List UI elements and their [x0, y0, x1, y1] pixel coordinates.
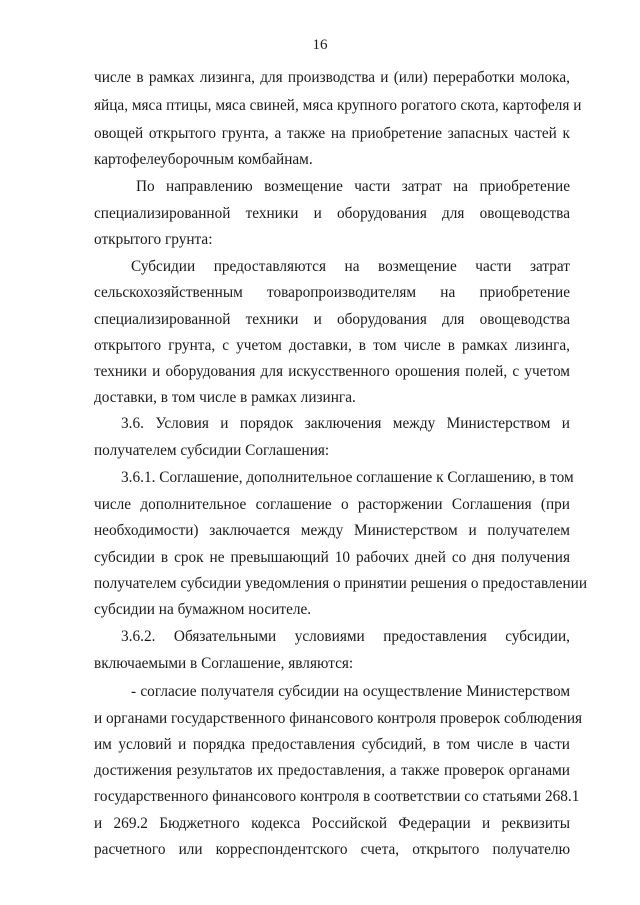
text-line: 3.6.2. Обязательными условиями предоставления субсидии,	[121, 628, 570, 645]
page-number: 16	[312, 37, 328, 53]
text-line: картофелеуборочным комбайнам.	[94, 151, 313, 168]
text-line: числе в рамках лизинга, для производства и (или) переработки молока,	[94, 69, 570, 86]
text-line: доставки, в том числе в рамках лизинга.	[94, 389, 356, 406]
text-line: и 269.2 Бюджетного кодекса Российской Федерации и реквизиты	[94, 815, 570, 832]
text-line: - согласие получателя субсидии на осуществление Министерством	[131, 683, 570, 700]
text-line: расчетного или корреспондентского счета, открытого получателю	[94, 841, 570, 858]
text-line: 3.6. Условия и порядок заключения между Министерством и	[121, 415, 570, 432]
text-line: им условий и порядка предоставления субсидий, в том числе в части	[94, 736, 570, 753]
text-line: достижения результатов их предоставления, а также проверок органами	[94, 762, 570, 779]
text-line: субсидии на бумажном носителе.	[94, 601, 312, 618]
text-line: открытого грунта, с учетом доставки, в том числе в рамках лизинга,	[94, 337, 570, 354]
text-line: яйца, мяса птицы, мяса свиней, мяса крупного рогатого скота, картофеля и	[94, 97, 582, 114]
text-line: числе дополнительное соглашение о расторжении Соглашения (при	[94, 496, 570, 513]
text-line: 3.6.1. Соглашение, дополнительное соглашение к Соглашению, в том	[121, 469, 574, 486]
text-line: овощей открытого грунта, а также на приобретение запасных частей к	[94, 125, 570, 142]
text-line: специализированной техники и оборудования для овощеводства	[94, 205, 570, 222]
text-line: сельскохозяйственным товаропроизводителям на приобретение	[94, 284, 570, 301]
text-line: получателем субсидии Соглашения:	[94, 442, 330, 459]
text-line: По направлению возмещение части затрат на приобретение	[136, 178, 570, 195]
text-line: необходимости) заключается между Министерством и получателем	[94, 522, 570, 539]
text-line: и органами государственного финансового контроля проверок соблюдения	[94, 710, 583, 727]
text-line: Субсидии предоставляются на возмещение части затрат	[131, 258, 570, 275]
text-line: специализированной техники и оборудования для овощеводства	[94, 311, 570, 328]
text-line: государственного финансового контроля в соответствии со статьями 268.1	[94, 788, 580, 805]
text-line: включаемыми в Соглашение, являются:	[94, 655, 354, 672]
text-line: техники и оборудования для искусственного орошения полей, с учетом	[94, 363, 570, 380]
text-line: получателем субсидии уведомления о принятии решения о предоставлении	[94, 575, 588, 592]
text-line: открытого грунта:	[94, 231, 213, 248]
text-line: субсидии в срок не превышающий 10 рабочих дней со дня получения	[94, 549, 570, 566]
